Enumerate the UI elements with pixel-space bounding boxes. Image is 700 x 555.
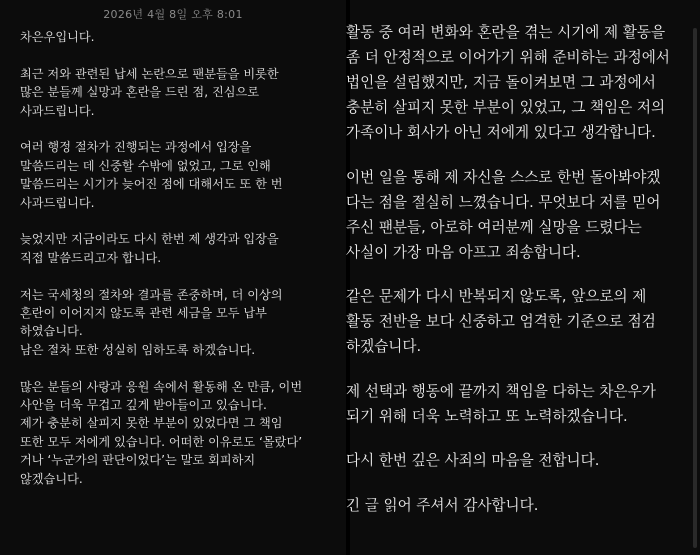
note-text-line: 법인을 설립했지만, 지금 돌이켜보면 그 과정에서	[346, 74, 656, 91]
note-text-line: 되기 위해 더욱 노력하고 또 노력하겠습니다.	[346, 407, 628, 425]
note-text-line: 사과드립니다.	[20, 195, 95, 210]
paragraph-gap	[346, 473, 698, 493]
right-note-body[interactable]	[346, 20, 698, 518]
note-timestamp: 2026년 4월 8일 오후 8:01	[103, 8, 243, 21]
note-text-line: 또한 모두 저에게 있습니다. 어떠한 이유로도 ‘몰랐다’	[20, 434, 303, 449]
paragraph-gap	[346, 359, 698, 379]
note-text-line: 하겠습니다.	[346, 338, 422, 355]
note-text-line: 최근 저와 관련된 납세 논란으로 팬분들을 비롯한	[20, 66, 279, 81]
note-text-line: 하였습니다.	[20, 324, 83, 339]
left-note-body[interactable]	[20, 28, 338, 488]
note-text-line: 다시 한번 깊은 사죄의 마음을 전합니다.	[346, 452, 600, 469]
note-text-line: 활동 중 여러 변화와 혼란을 겪는 시기에 제 활동을	[346, 24, 666, 41]
note-text-line: 주신 팬분들, 아로하 여러분께 실망을 드렸다는	[346, 218, 642, 236]
note-text-line: 말씀드리는 시기가 늦어진 점에 대해서도 또 한 번	[20, 177, 283, 192]
note-text-line: 사안을 더욱 무겁고 깊게 받아들이고 있습니다.	[20, 398, 267, 413]
note-text-line: 충분히 살피지 못한 부분이 있었고, 그 책임은 저의	[346, 99, 666, 116]
note-text-line: 혼란이 이어지지 않도록 관련 세금을 모두 납부	[20, 306, 267, 321]
note-text-line: 사과드립니다.	[20, 103, 95, 118]
note-text-line: 좀 더 안정적으로 이어가기 위해 준비하는 과정에서	[346, 49, 670, 66]
paragraph-gap	[20, 212, 338, 230]
note-text-line: 같은 문제가 다시 반복되지 않도록, 앞으로의 제	[346, 288, 647, 305]
paragraph-gap	[346, 265, 698, 285]
note-text-line: 사실이 가장 마음 아프고 죄송합니다.	[346, 243, 581, 261]
note-text-line: 다는 점을 절실히 느꼈습니다. 무엇보다 저를 믿어	[346, 193, 661, 211]
note-text-line: 않겠습니다.	[20, 471, 83, 486]
paragraph-gap	[20, 120, 338, 138]
note-text-line: 말씀드리는 데 신중할 수밖에 없었고, 그로 인해	[20, 158, 271, 173]
note-text-line: 활동 전반을 보다 신중하고 엄격한 기준으로 점검	[346, 313, 656, 330]
note-text-line: 가족이나 회사가 아닌 저에게 있다고 생각합니다.	[346, 124, 656, 141]
paragraph-gap	[20, 46, 338, 64]
note-text-line: 차은우입니다.	[20, 30, 95, 44]
paragraph-gap	[346, 429, 698, 449]
note-text-line: 직접 말씀드리고자 합니다.	[20, 250, 162, 265]
scrollbar[interactable]	[693, 28, 697, 548]
paragraph-gap	[346, 145, 698, 165]
note-text-line: 거나 ‘누군가의 판단이었다’는 말로 회피하지	[20, 453, 256, 468]
left-note-panel	[0, 0, 346, 555]
note-text-line: 늦었지만 지금이라도 다시 한번 제 생각과 입장을	[20, 232, 279, 247]
note-text-line: 이번 일을 통해 제 자신을 스스로 한번 돌아봐야겠	[346, 168, 661, 186]
paragraph-gap	[20, 359, 338, 377]
note-text-line: 제 선택과 행동에 끝까지 책임을 다하는 차은우가	[346, 382, 656, 400]
note-text-line: 제가 충분히 살피지 못한 부분이 있었다면 그 책임	[20, 416, 283, 431]
note-text-line: 많은 분들께 실망과 혼란을 드린 점, 진심으로	[20, 85, 260, 100]
note-text-line: 긴 글 읽어 주셔서 감사합니다.	[346, 496, 539, 514]
note-text-line: 저는 국세청의 절차와 결과를 존중하며, 더 이상의	[20, 287, 283, 302]
paragraph-gap	[20, 267, 338, 285]
note-text-line: 많은 분들의 사랑과 응원 속에서 활동해 온 만큼, 이번	[20, 379, 303, 394]
note-text-line: 남은 절차 또한 성실히 임하도록 하겠습니다.	[20, 342, 256, 357]
note-text-line: 여러 행정 절차가 진행되는 과정에서 입장을	[20, 140, 252, 155]
